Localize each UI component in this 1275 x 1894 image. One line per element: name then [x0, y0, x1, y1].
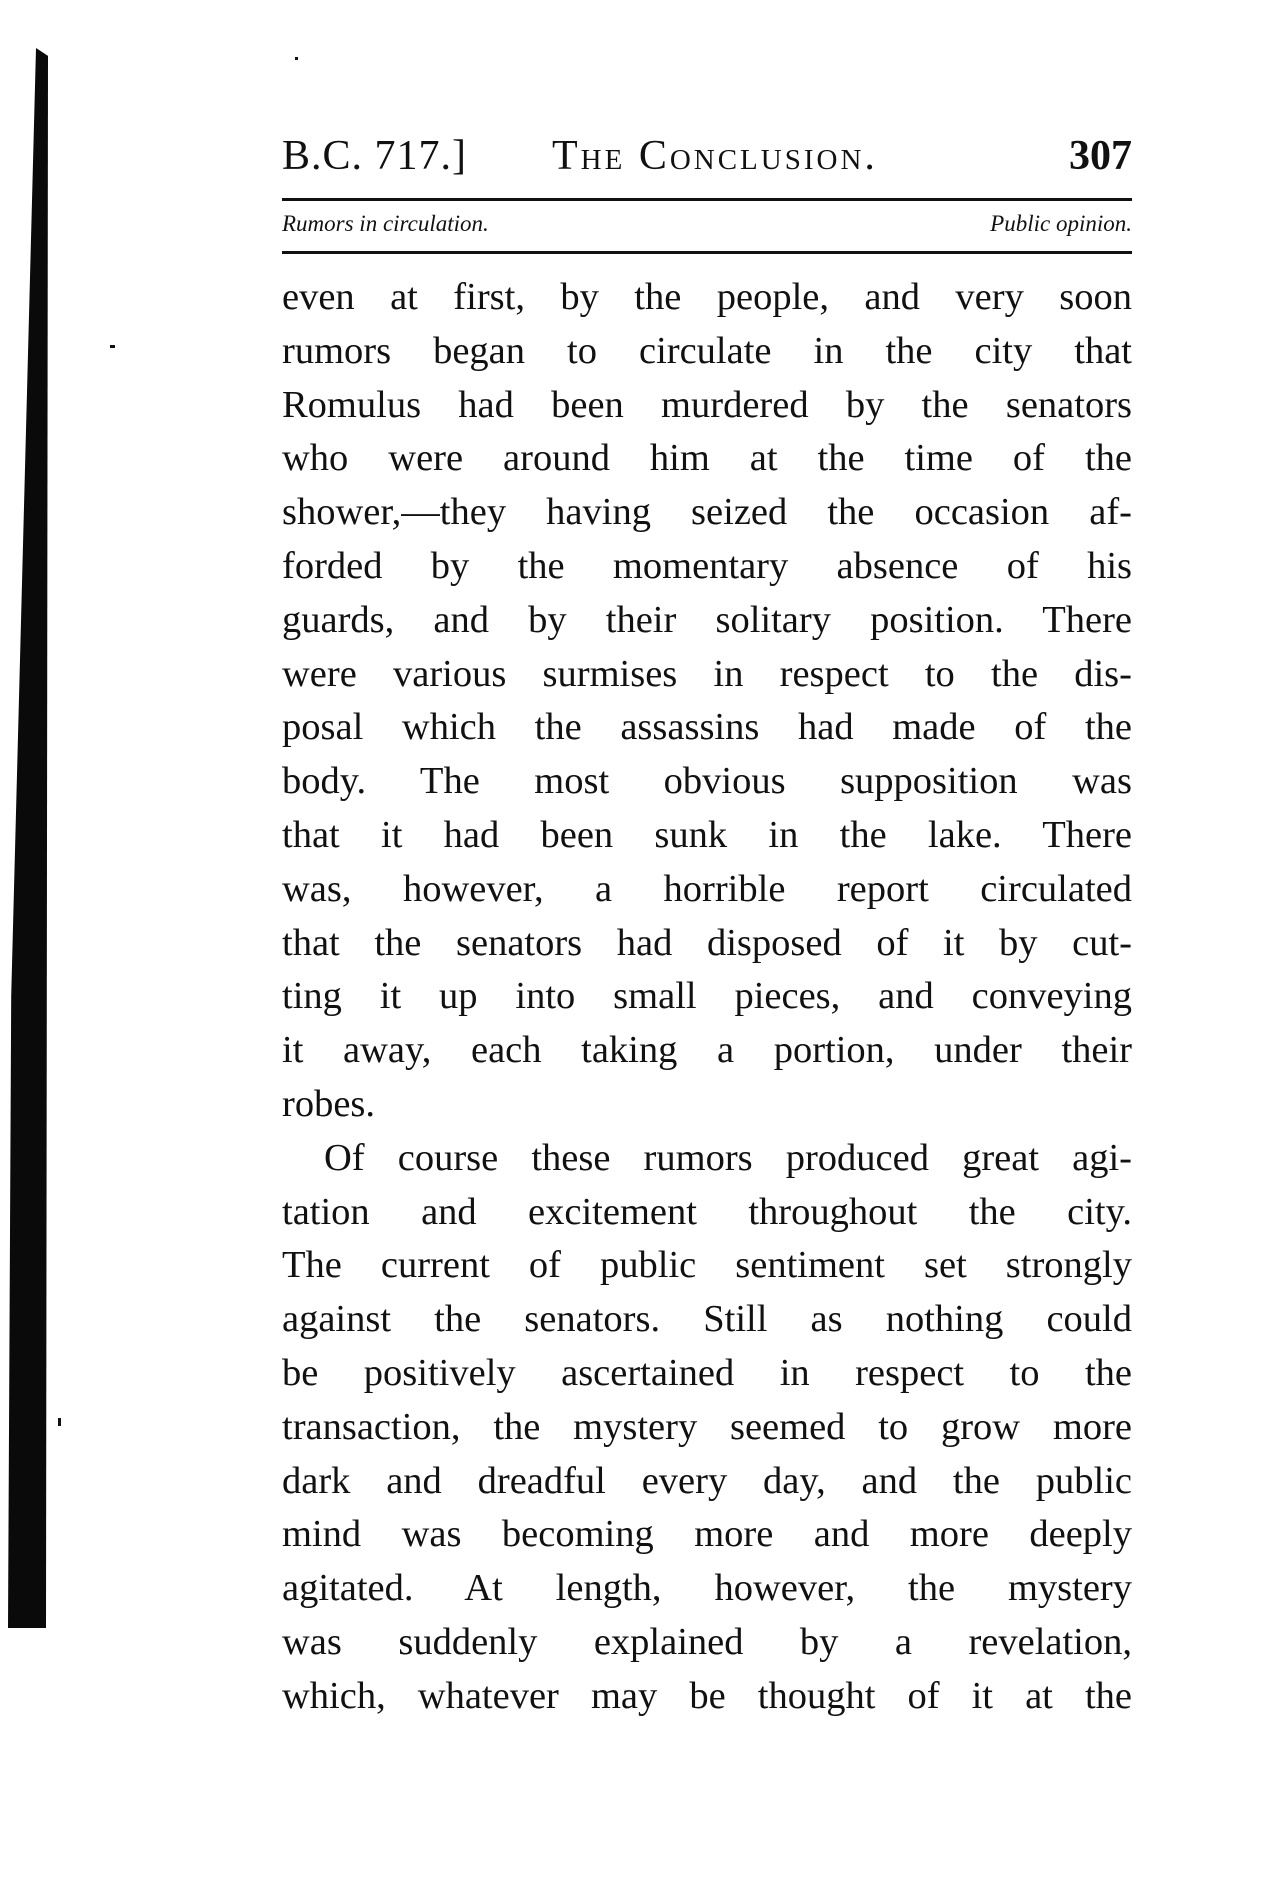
- text-line: rumors began to circulate in the city that: [282, 329, 1132, 372]
- running-header: [282, 132, 1132, 180]
- text-line: who were around him at the time of the: [282, 437, 1132, 480]
- speck: [295, 57, 298, 60]
- text-line: robes.: [282, 1082, 376, 1125]
- text-line: that it had been sunk in the lake. There: [282, 813, 1132, 856]
- text-line: against the senators. Still as nothing could: [282, 1298, 1132, 1341]
- text-line: Of course these rumors produced great agi-: [324, 1136, 1132, 1179]
- text-line: dark and dreadful every day, and the public: [282, 1459, 1132, 1502]
- text-line: be positively ascertained in respect to the: [282, 1351, 1132, 1394]
- page-number: 307: [1069, 133, 1132, 179]
- text-line: guards, and by their solitary position. There: [282, 598, 1132, 641]
- header-rule: [282, 198, 1132, 201]
- text-line: tation and excitement throughout the city.: [282, 1190, 1132, 1233]
- text-line: which, whatever may be thought of it at the: [282, 1674, 1132, 1717]
- book-binding-edge: [8, 48, 48, 1628]
- text-line: was suddenly explained by a revelation,: [282, 1620, 1132, 1663]
- header-title: The Conclusion.: [552, 133, 878, 179]
- body-text: [282, 274, 1132, 1727]
- text-line: was, however, a horrible report circulated: [282, 867, 1132, 910]
- text-line: forded by the momentary absence of his: [282, 544, 1132, 587]
- text-line: even at first, by the people, and very soon: [282, 276, 1132, 318]
- subheader-rule: [282, 251, 1132, 254]
- text-line: shower,—they having seized the occasion af-: [282, 491, 1132, 534]
- text-line: Romulus had been murdered by the senators: [282, 383, 1132, 426]
- marginal-subheader: [282, 211, 1132, 237]
- text-line: were various surmises in respect to the dis-: [282, 652, 1132, 695]
- text-line: posal which the assassins had made of the: [282, 706, 1132, 749]
- text-line: it away, each taking a portion, under their: [282, 1029, 1132, 1072]
- speck: [110, 345, 115, 348]
- subheader-left: Rumors in circulation.: [282, 211, 489, 236]
- text-line: that the senators had disposed of it by cut-: [282, 921, 1132, 964]
- text-line: The current of public sentiment set strongly: [282, 1244, 1132, 1287]
- speck: [58, 1418, 61, 1426]
- text-line: mind was becoming more and more deeply: [282, 1513, 1132, 1556]
- text-line: agitated. At length, however, the mystery: [282, 1567, 1132, 1610]
- header-date: B.C. 717.]: [282, 133, 468, 179]
- text-line: transaction, the mystery seemed to grow more: [282, 1405, 1132, 1448]
- text-line: ting it up into small pieces, and conveying: [282, 975, 1132, 1018]
- text-line: body. The most obvious supposition was: [282, 760, 1132, 803]
- subheader-right: Public opinion.: [990, 211, 1132, 236]
